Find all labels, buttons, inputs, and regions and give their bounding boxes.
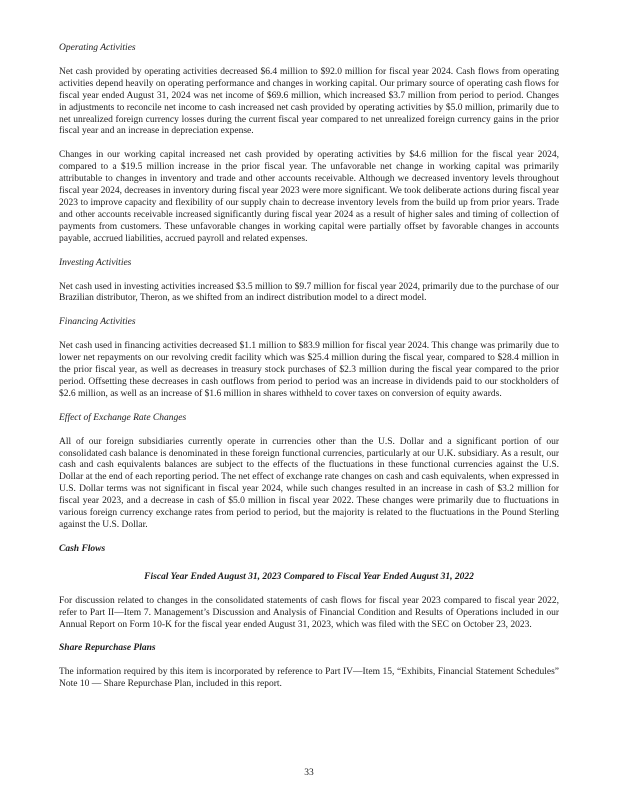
paragraph: All of our foreign subsidiaries currently operate in currencies other than the U.S. Dollar and a significant portion of our consolidated cash balance is denominated in these foreign functional currencies, particularly at our U.K. subsidiary. As a result, our cash and cash equivalents balances are subject to the effects of the fluctuations in these functional currencies against the U.S. Dollar at the end of each reporting period. The net effect of exchange rate changes on cash and cash equivalents, when expressed in U.S. Dollar terms was not significant in fiscal year 2024, while such changes resulted in an increase in cash of $3.2 million for fiscal year 2023, and a decrease in cash of $5.0 million in fiscal year 2022. These changes were primarily due to fluctuations in various foreign currency exchange rates from period to period, but the majority is related to the fluctuations in the Pound Sterling against the U.S. Dollar. [59, 436, 559, 530]
section-heading: Fiscal Year Ended August 31, 2023 Compared to Fiscal Year Ended August 31, 2022 [144, 571, 474, 582]
paragraph: The information required by this item is incorporated by reference to Part IV—Item 15, “Exhibits, Financial Statement Schedules” Note 10 — Share Repurchase Plan, included in this report. [59, 667, 559, 690]
section-heading: Share Repurchase Plans [59, 643, 156, 654]
paragraph: Net cash used in investing activities increased $3.5 million to $9.7 million for fiscal year 2024, primarily due to the purchase of our Brazilian distributor, Theron, as we shifted from an indirect distribution model to a direct model. [59, 281, 559, 304]
page-number: 33 [304, 768, 314, 778]
section-heading: Cash Flows [59, 543, 106, 554]
document-body [59, 43, 559, 691]
section-heading: Operating Activities [59, 43, 136, 53]
section-heading: Investing Activities [59, 257, 132, 268]
paragraph: Net cash provided by operating activities decreased $6.4 million to $92.0 million for fiscal year 2024. Cash flows from operating activities depend heavily on operating performance and changes in working capital. Our primary source of operating cash flows for fiscal year ended August 31, 2024 was net income of $69.6 million, which increased $3.7 million from period to period. Changes in adjustments to reconcile net income to cash increased net cash provided by operating activities by $5.0 million, primarily due to net unrealized foreign currency losses during the current fiscal year compared to net unrealized foreign currency gains in the prior fiscal year and an increase in depreciation expense. [59, 66, 559, 137]
section-heading: Effect of Exchange Rate Changes [59, 412, 187, 423]
section-heading: Financing Activities [59, 317, 136, 328]
paragraph: Changes in our working capital increased net cash provided by operating activities by $4.6 million for the fiscal year 2024, compared to a $19.5 million increase in the prior fiscal year. The unfavorable net change in working capital was primarily attributable to changes in inventory and trade and other accounts receivable. Although we decreased inventory levels throughout fiscal year 2024, decreases in inventory during fiscal year 2023 were more significant. We took deliberate actions during fiscal year 2023 to improve capacity and flexibility of our supply chain to decrease inventory levels from the build up from prior years. Trade and other accounts receivable increased significantly during fiscal year 2024 as a result of higher sales and timing of collection of payments from customers. These unfavorable changes in working capital were partially offset by favorable changes in accounts payable, accrued liabilities, accrued payroll and related expenses. [59, 150, 560, 244]
paragraph: Net cash used in financing activities decreased $1.1 million to $83.9 million for fiscal year 2024. This change was primarily due to lower net repayments on our revolving credit facility which was $25.4 million during the fiscal year, compared to $28.4 million in the prior fiscal year, as well as decreases in treasury stock purchases of $2.3 million during the fiscal year compared to the prior period. Offsetting these decreases in cash outflows from period to period was an increase in dividends paid to our stockholders of $2.6 million, as well as an increase of $1.6 million in shares withheld to cover taxes on conversion of equity awards. [59, 341, 559, 399]
paragraph: For discussion related to changes in the consolidated statements of cash flows for fiscal year 2023 compared to fiscal year 2022, refer to Part II—Item 7. Management’s Discussion and Analysis of Financial Condition and Results of Operations included in our Annual Report on Form 10-K for the fiscal year ended August 31, 2023, which was filed with the SEC on October 23, 2023. [59, 595, 559, 630]
